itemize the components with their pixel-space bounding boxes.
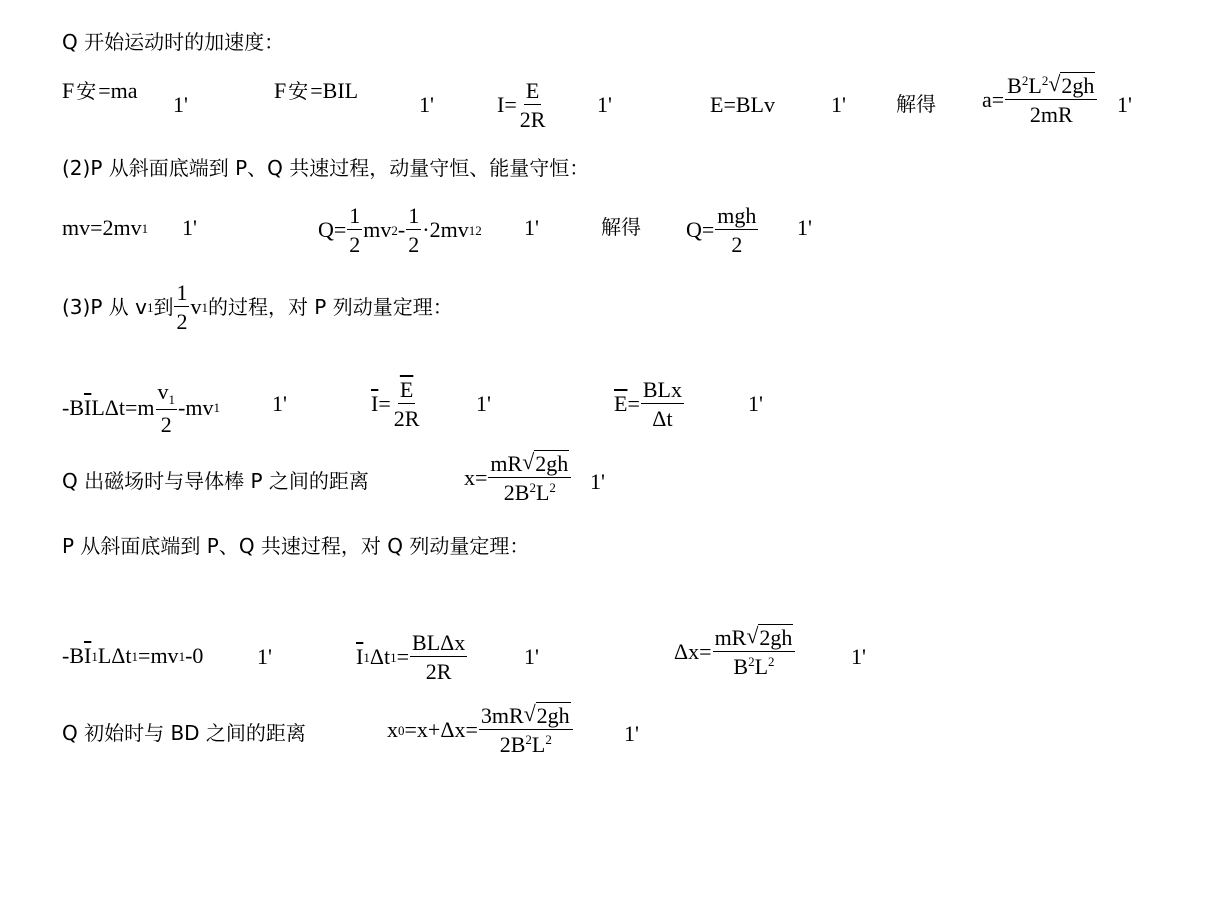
score-mark: 1' xyxy=(797,215,812,240)
sqrt-symbol: √ 2gh xyxy=(524,704,571,727)
subscript: 安 xyxy=(76,79,97,103)
fraction: $\frac{B^2L^2 √ 2gh}{2mR}$ xyxy=(1005,74,1097,126)
eq-ampere-force-bil xyxy=(274,80,358,102)
solve-label: 解得 xyxy=(896,92,936,116)
score-mark: 1' xyxy=(851,644,866,669)
subscript: 安 xyxy=(288,79,309,103)
sqrt-symbol: √ 2gh xyxy=(746,626,793,649)
eq-delta-x: Δx= $\frac{mR √ 2gh}{B^2L^2}$ xyxy=(674,626,796,678)
score-mark: 1' xyxy=(524,215,539,240)
eq-energy-conservation: Q= $\frac{1}{2}$ mv 2 - $\frac{1}{2}$ ·2mv 1 2 xyxy=(318,203,482,258)
eq-average-current: $\overline{I}$ = $\frac{\overline{E}}{2R}$ xyxy=(371,377,420,432)
score-mark: 1' xyxy=(590,469,605,494)
eq-average-emf: $\overline{E}$ = $\frac{\text{BLx}}{\Delta t}$ xyxy=(614,377,682,432)
eq-distance-x: x= $\frac{mR √ 2gh}{2B^2L^2}$ xyxy=(464,452,572,504)
fraction: $\frac{E}{2R}$ xyxy=(519,78,546,133)
eq-emf: E=BLv xyxy=(710,92,775,117)
fraction: $\frac{1}{2}$ xyxy=(349,203,361,258)
fraction: $\frac{1}{2}$ xyxy=(176,280,188,335)
symbol: F xyxy=(274,78,287,103)
eq-charge: $\overline{I}$ 1 Δt 1 = $\frac{\text{BLΔx}}{2R}$ xyxy=(356,630,466,685)
score-mark: 1' xyxy=(476,391,491,416)
solve-label: 解得 xyxy=(601,215,641,239)
eq-current xyxy=(497,79,548,131)
eq-momentum-conservation: mv=2mv 1 xyxy=(62,215,149,240)
fraction: $\frac{mR √ 2gh}{B^2L^2}$ xyxy=(713,626,796,678)
expr: =ma xyxy=(98,78,138,103)
eq-acceleration-result xyxy=(982,74,1098,126)
fraction: $\frac{v_1}{2}$ xyxy=(157,379,176,437)
score-mark: 1' xyxy=(419,92,434,117)
expr: =BIL xyxy=(310,78,359,103)
eq-initial-distance: x 0 =x+Δx= $\frac{3mR √ 2gh}{2B^2L^2}$ xyxy=(387,704,574,756)
distance-label: Q 出磁场时与导体棒 P 之间的距离 xyxy=(62,469,369,493)
fraction: $\frac{\text{BLΔx}}{2R}$ xyxy=(412,630,466,685)
fraction: $\frac{mR √ 2gh}{2B^2L^2}$ xyxy=(488,452,571,504)
score-mark: 1' xyxy=(524,644,539,669)
score-mark: 1' xyxy=(748,391,763,416)
score-mark: 1' xyxy=(182,215,197,240)
eq-impulse-q: -B $\overline{I}$ 1 LΔt 1 =mv 1 -0 xyxy=(62,643,204,668)
lhs: a= xyxy=(982,87,1005,113)
lhs: I= xyxy=(497,92,517,118)
score-mark: 1' xyxy=(624,721,639,746)
score-mark: 1' xyxy=(831,92,846,117)
initial-distance-label: Q 初始时与 BD 之间的距离 xyxy=(62,721,306,745)
score-mark: 1' xyxy=(597,92,612,117)
heading-part-3: (3)P 从 v 1 到 $\frac{1}{2}$ v 1 的过程，对 P 列动量定理： xyxy=(62,280,453,335)
symbol: F xyxy=(62,78,75,103)
sqrt-symbol: √ 2gh xyxy=(522,452,569,475)
heading-impulse-q: P 从斜面底端到 P、Q 共速过程，对 Q 列动量定理： xyxy=(62,534,530,558)
fraction: $\frac{3mR √ 2gh}{2B^2L^2}$ xyxy=(479,704,573,756)
fraction: $\frac{\text{BLx}}{\Delta t}$ xyxy=(642,377,682,432)
score-mark: 1' xyxy=(1117,92,1132,117)
eq-impulse-p: -B $\overline{I}$ LΔt=m $\frac{v_1}{2}$ -mv 1 xyxy=(62,379,220,437)
fraction: $\frac{\text{mgh}}{2}$ xyxy=(717,203,757,258)
score-mark: 1' xyxy=(257,644,272,669)
heading-part-2: (2)P 从斜面底端到 P、Q 共速过程，动量守恒、能量守恒： xyxy=(62,156,590,180)
fraction: $\frac{1}{2}$ xyxy=(408,203,420,258)
sqrt-symbol: √ 2gh xyxy=(1048,74,1095,97)
score-mark: 1' xyxy=(272,391,287,416)
eq-ampere-force-ma xyxy=(62,80,138,102)
fraction: $\frac{\overline{E}}{2R}$ xyxy=(393,377,420,432)
heading-acceleration: Q 开始运动时的加速度： xyxy=(62,30,285,54)
eq-heat-result: Q= $\frac{\text{mgh}}{2}$ xyxy=(686,203,757,258)
score-mark: 1' xyxy=(173,92,188,117)
